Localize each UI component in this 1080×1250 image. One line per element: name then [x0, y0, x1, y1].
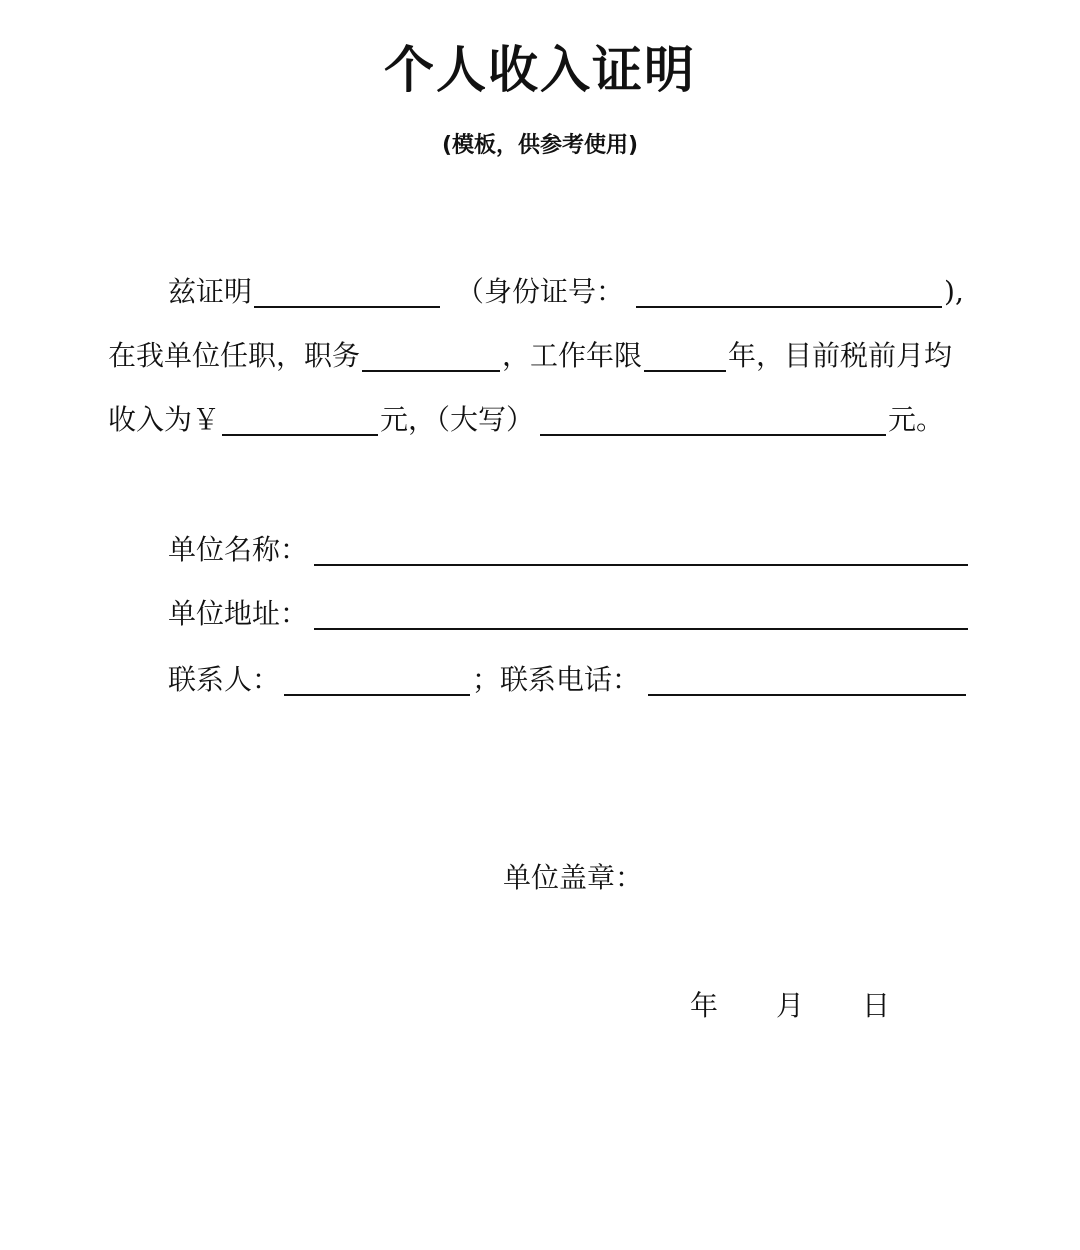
income-intro-text: 年，目前税前月均 [728, 339, 953, 372]
date-month: 月 [776, 989, 805, 1022]
date-row [690, 984, 890, 1024]
unit-seal-label: 单位盖章： [503, 861, 644, 894]
income-label: 收入为￥ [108, 403, 221, 436]
phone-separator: ； [472, 663, 501, 696]
name-blank[interactable] [254, 276, 440, 308]
unit-name-blank[interactable] [314, 534, 968, 566]
unit-address-blank[interactable] [314, 598, 968, 630]
position-label: 在我单位任职，职务 [108, 339, 361, 372]
paragraph-line-1 [168, 272, 964, 312]
income-capital-label: 元，（大写） [380, 403, 535, 436]
date-year: 年 [690, 989, 719, 1022]
contact-label: 联系人： [168, 663, 281, 696]
phone-blank[interactable] [648, 664, 966, 696]
position-blank[interactable] [362, 340, 500, 372]
unit-name-label: 单位名称： [168, 533, 309, 566]
page-title: 个人收入证明 [384, 41, 696, 99]
paragraph-line-3 [108, 400, 944, 440]
income-capital-blank[interactable] [540, 404, 886, 436]
date-day: 日 [862, 989, 891, 1022]
contact-blank[interactable] [284, 664, 470, 696]
line-3-end: 元。 [888, 403, 945, 436]
id-number-label: （身份证号： [456, 275, 625, 308]
unit-address-row [168, 594, 970, 634]
income-amount-blank[interactable] [222, 404, 378, 436]
certify-text: 兹证明 [168, 275, 253, 308]
contact-row [168, 660, 968, 700]
unit-name-row [168, 530, 970, 570]
phone-label: 联系电话： [500, 663, 641, 696]
work-years-blank[interactable] [644, 340, 726, 372]
line-1-end: ), [944, 275, 964, 308]
page-subtitle: (模板，供参考使用) [441, 133, 639, 158]
id-number-blank[interactable] [636, 276, 942, 308]
unit-address-label: 单位地址： [168, 597, 309, 630]
work-years-label: ，工作年限 [502, 339, 643, 372]
paragraph-line-2 [108, 336, 952, 376]
